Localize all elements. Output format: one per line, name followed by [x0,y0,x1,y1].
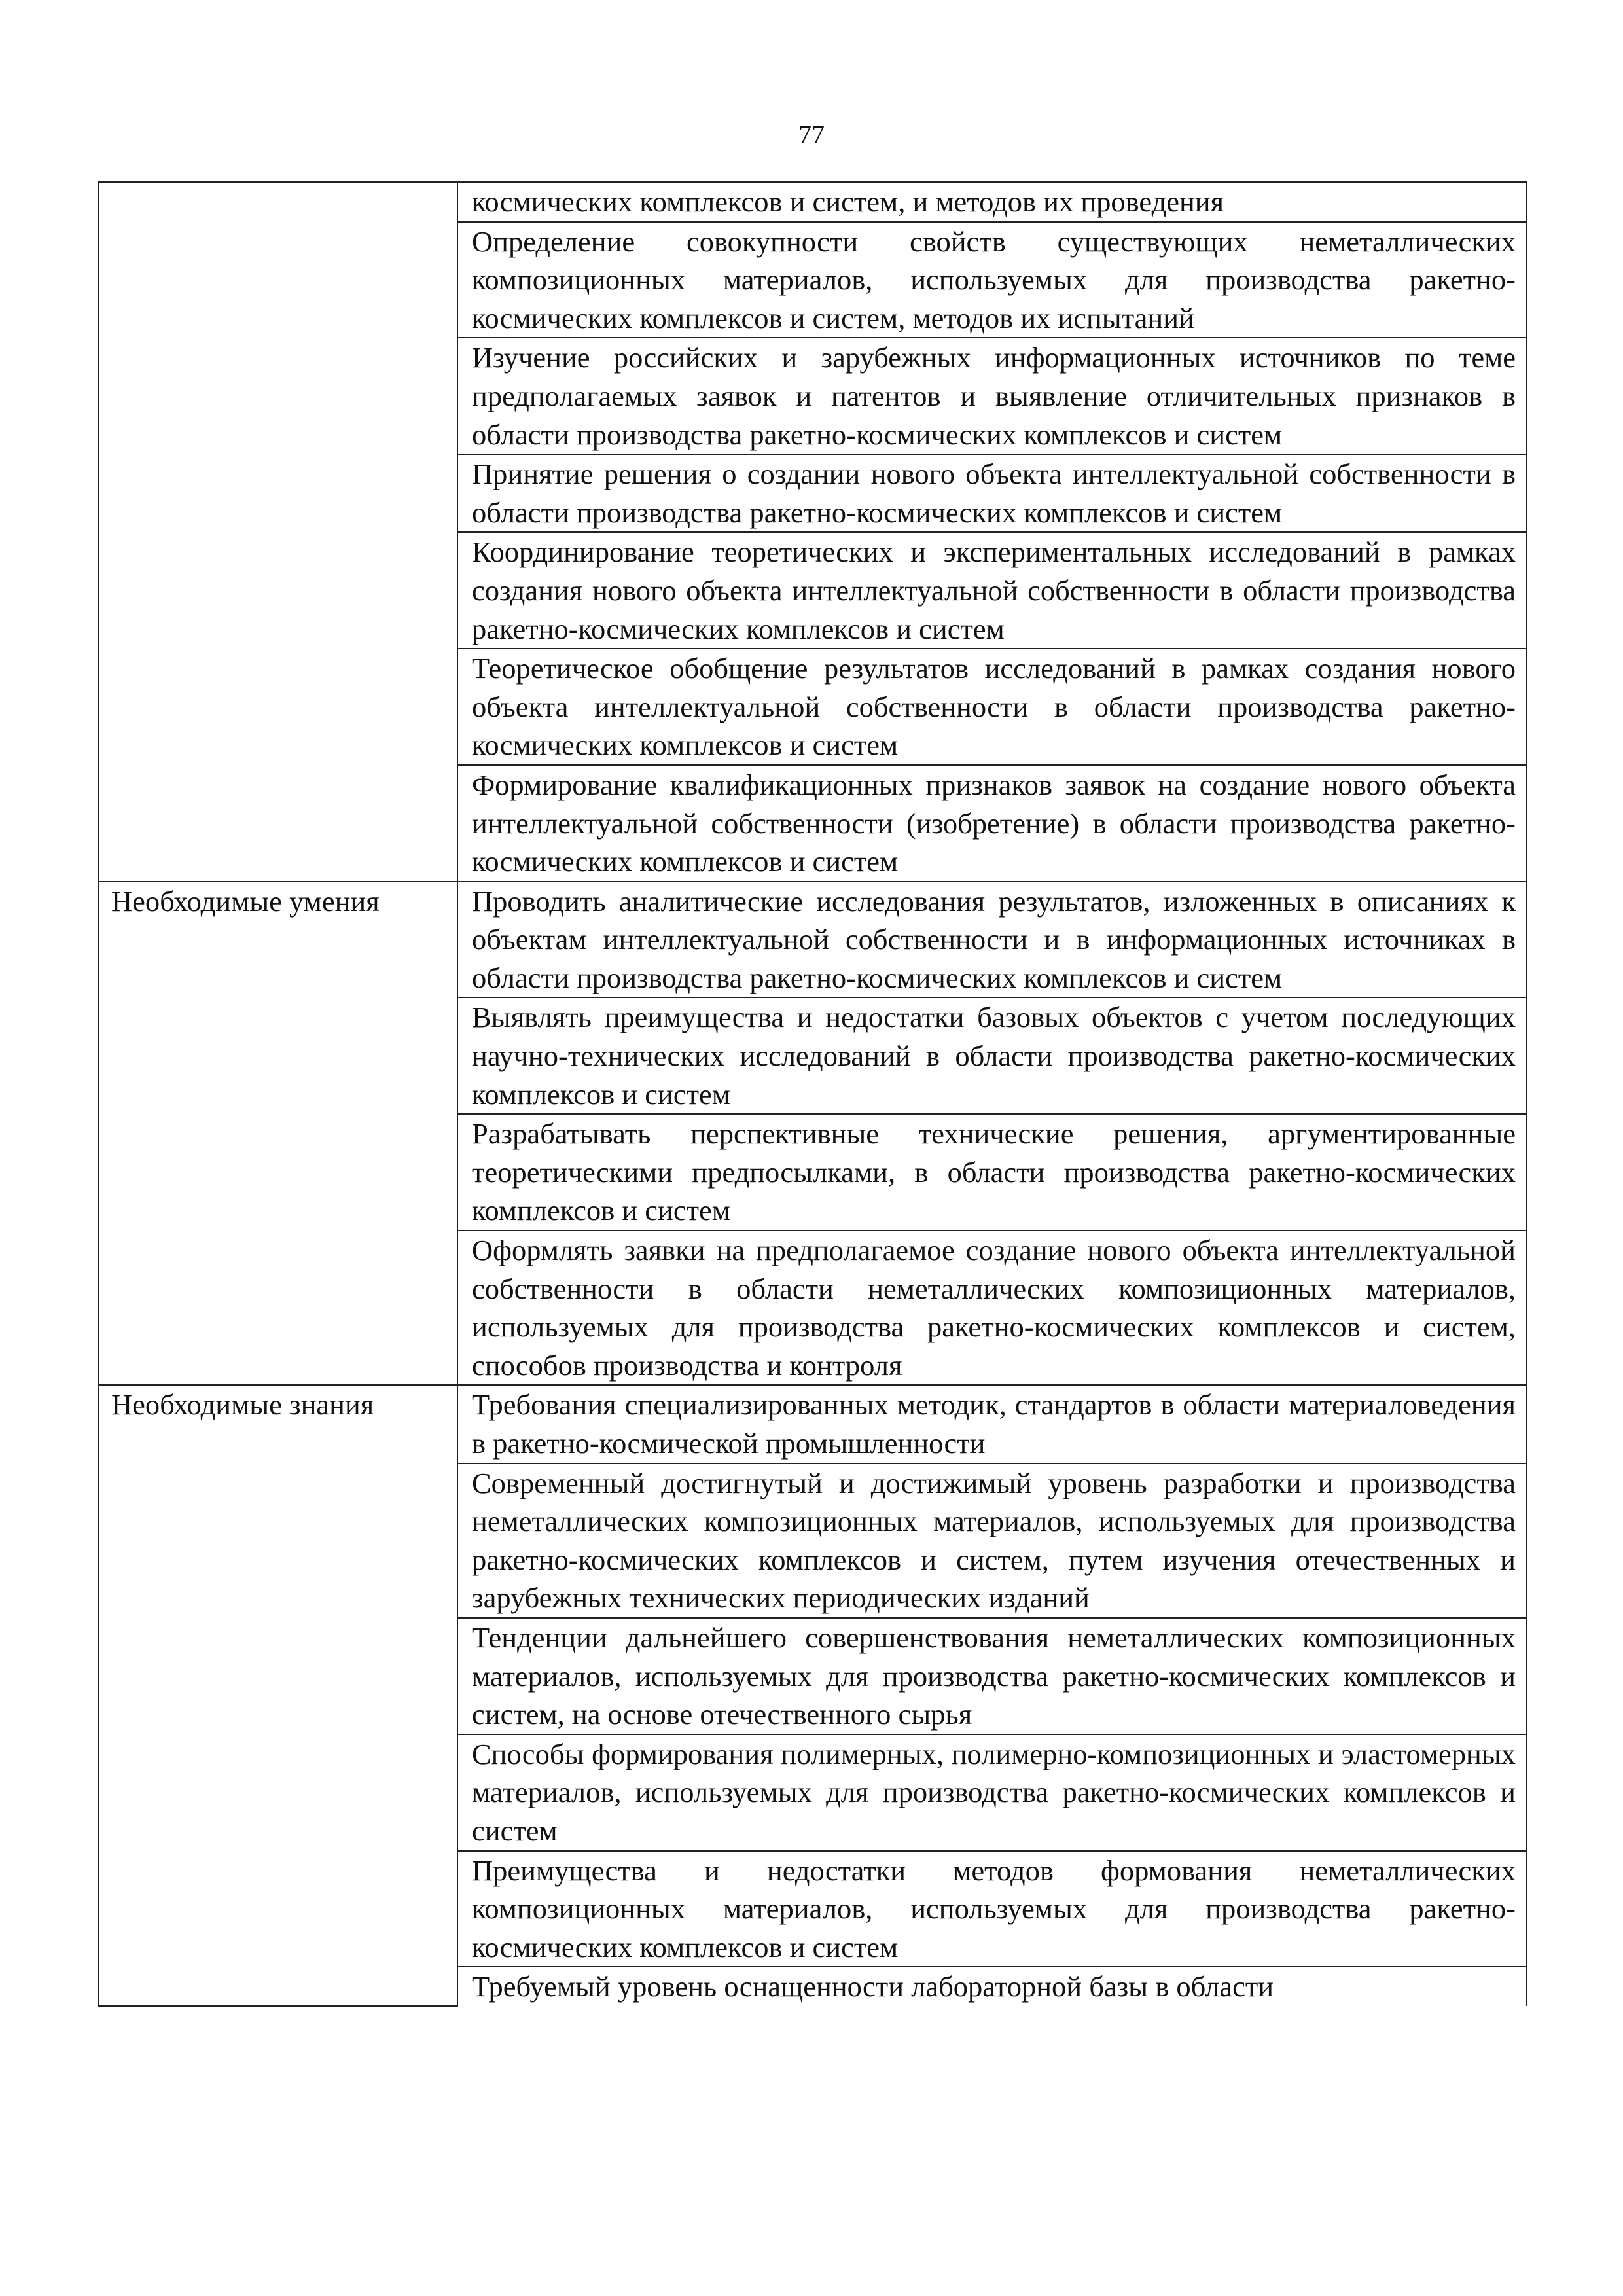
labor-action-cell: Формирование квалификационных признаков заявок на создание нового объекта интеллектуальной собственности (изобретение) в области производства ракетно-космических комплексов и систем [457,765,1527,882]
labor-action-cell: Теоретическое обобщение результатов исследований в рамках создания нового объекта интеллектуальной собственности в области производства ракетно-космических комплексов и систем [457,649,1527,765]
knowledge-cell: Способы формирования полимерных, полимерно-композиционных и эластомерных материалов, используемых для производства ракетно-космических комплексов и систем [457,1734,1527,1851]
labor-action-cell: космических комплексов и систем, и методов их проведения [457,182,1527,222]
labor-action-cell: Определение совокупности свойств существующих неметаллических композиционных материалов, используемых для производства ракетно-космических комплексов и систем, методов их испытаний [457,222,1527,338]
knowledge-cell: Преимущества и недостатки методов формования неметаллических композиционных материалов, используемых для производства ракетно-космических комплексов и систем [457,1851,1527,1967]
knowledge-cell: Современный достигнутый и достижимый уровень разработки и производства неметаллических композиционных материалов, используемых для производства ракетно-космических комплексов и систем, путем изучения отечественных и зарубежных технических периодических изданий [457,1463,1527,1618]
labor-action-cell: Изучение российских и зарубежных информационных источников по теме предполагаемых заявок и патентов и выявление отличительных признаков в области производства ракетно-космических комплексов и систем [457,338,1527,454]
skills-label: Необходимые умения [99,882,457,1386]
knowledge-cell: Тенденции дальнейшего совершенствования неметаллических композиционных материалов, используемых для производства ракетно-космических комплексов и систем, на основе отечественного сырья [457,1618,1527,1734]
knowledge-label: Необходимые знания [99,1385,457,2006]
table-row [99,1385,1527,1463]
knowledge-cell: Требования специализированных методик, стандартов в области материаловедения в ракетно-космической промышленности [457,1385,1527,1463]
skill-cell: Разрабатывать перспективные технические решения, аргументированные теоретическими предпосылками, в области производства ракетно-космических комплексов и систем [457,1114,1527,1230]
labor-action-cell: Координирование теоретических и экспериментальных исследований в рамках создания нового объекта интеллектуальной собственности в области производства ракетно-космических комплексов и систем [457,532,1527,649]
empty-label-cell [99,182,457,882]
skill-cell: Оформлять заявки на предполагаемое создание нового объекта интеллектуальной собственности в области неметаллических композиционных материалов, используемых для производства ракетно-космических комплексов и систем, способов производства и контроля [457,1230,1527,1385]
competency-table [98,181,1527,2007]
table-row [99,182,1527,222]
page-number: 77 [798,120,825,149]
skill-cell: Выявлять преимущества и недостатки базовых объектов с учетом последующих научно-технических исследований в области производства ракетно-космических комплексов и систем [457,997,1527,1114]
labor-action-cell: Принятие решения о создании нового объекта интеллектуальной собственности в области производства ракетно-космических комплексов и систем [457,454,1527,532]
table-row [99,882,1527,998]
knowledge-cell: Требуемый уровень оснащенности лабораторной базы в области [457,1967,1527,2006]
skill-cell: Проводить аналитические исследования результатов, изложенных в описаниях к объектам интеллектуальной собственности и в информационных источниках в области производства ракетно-космических комплексов и систем [457,882,1527,998]
